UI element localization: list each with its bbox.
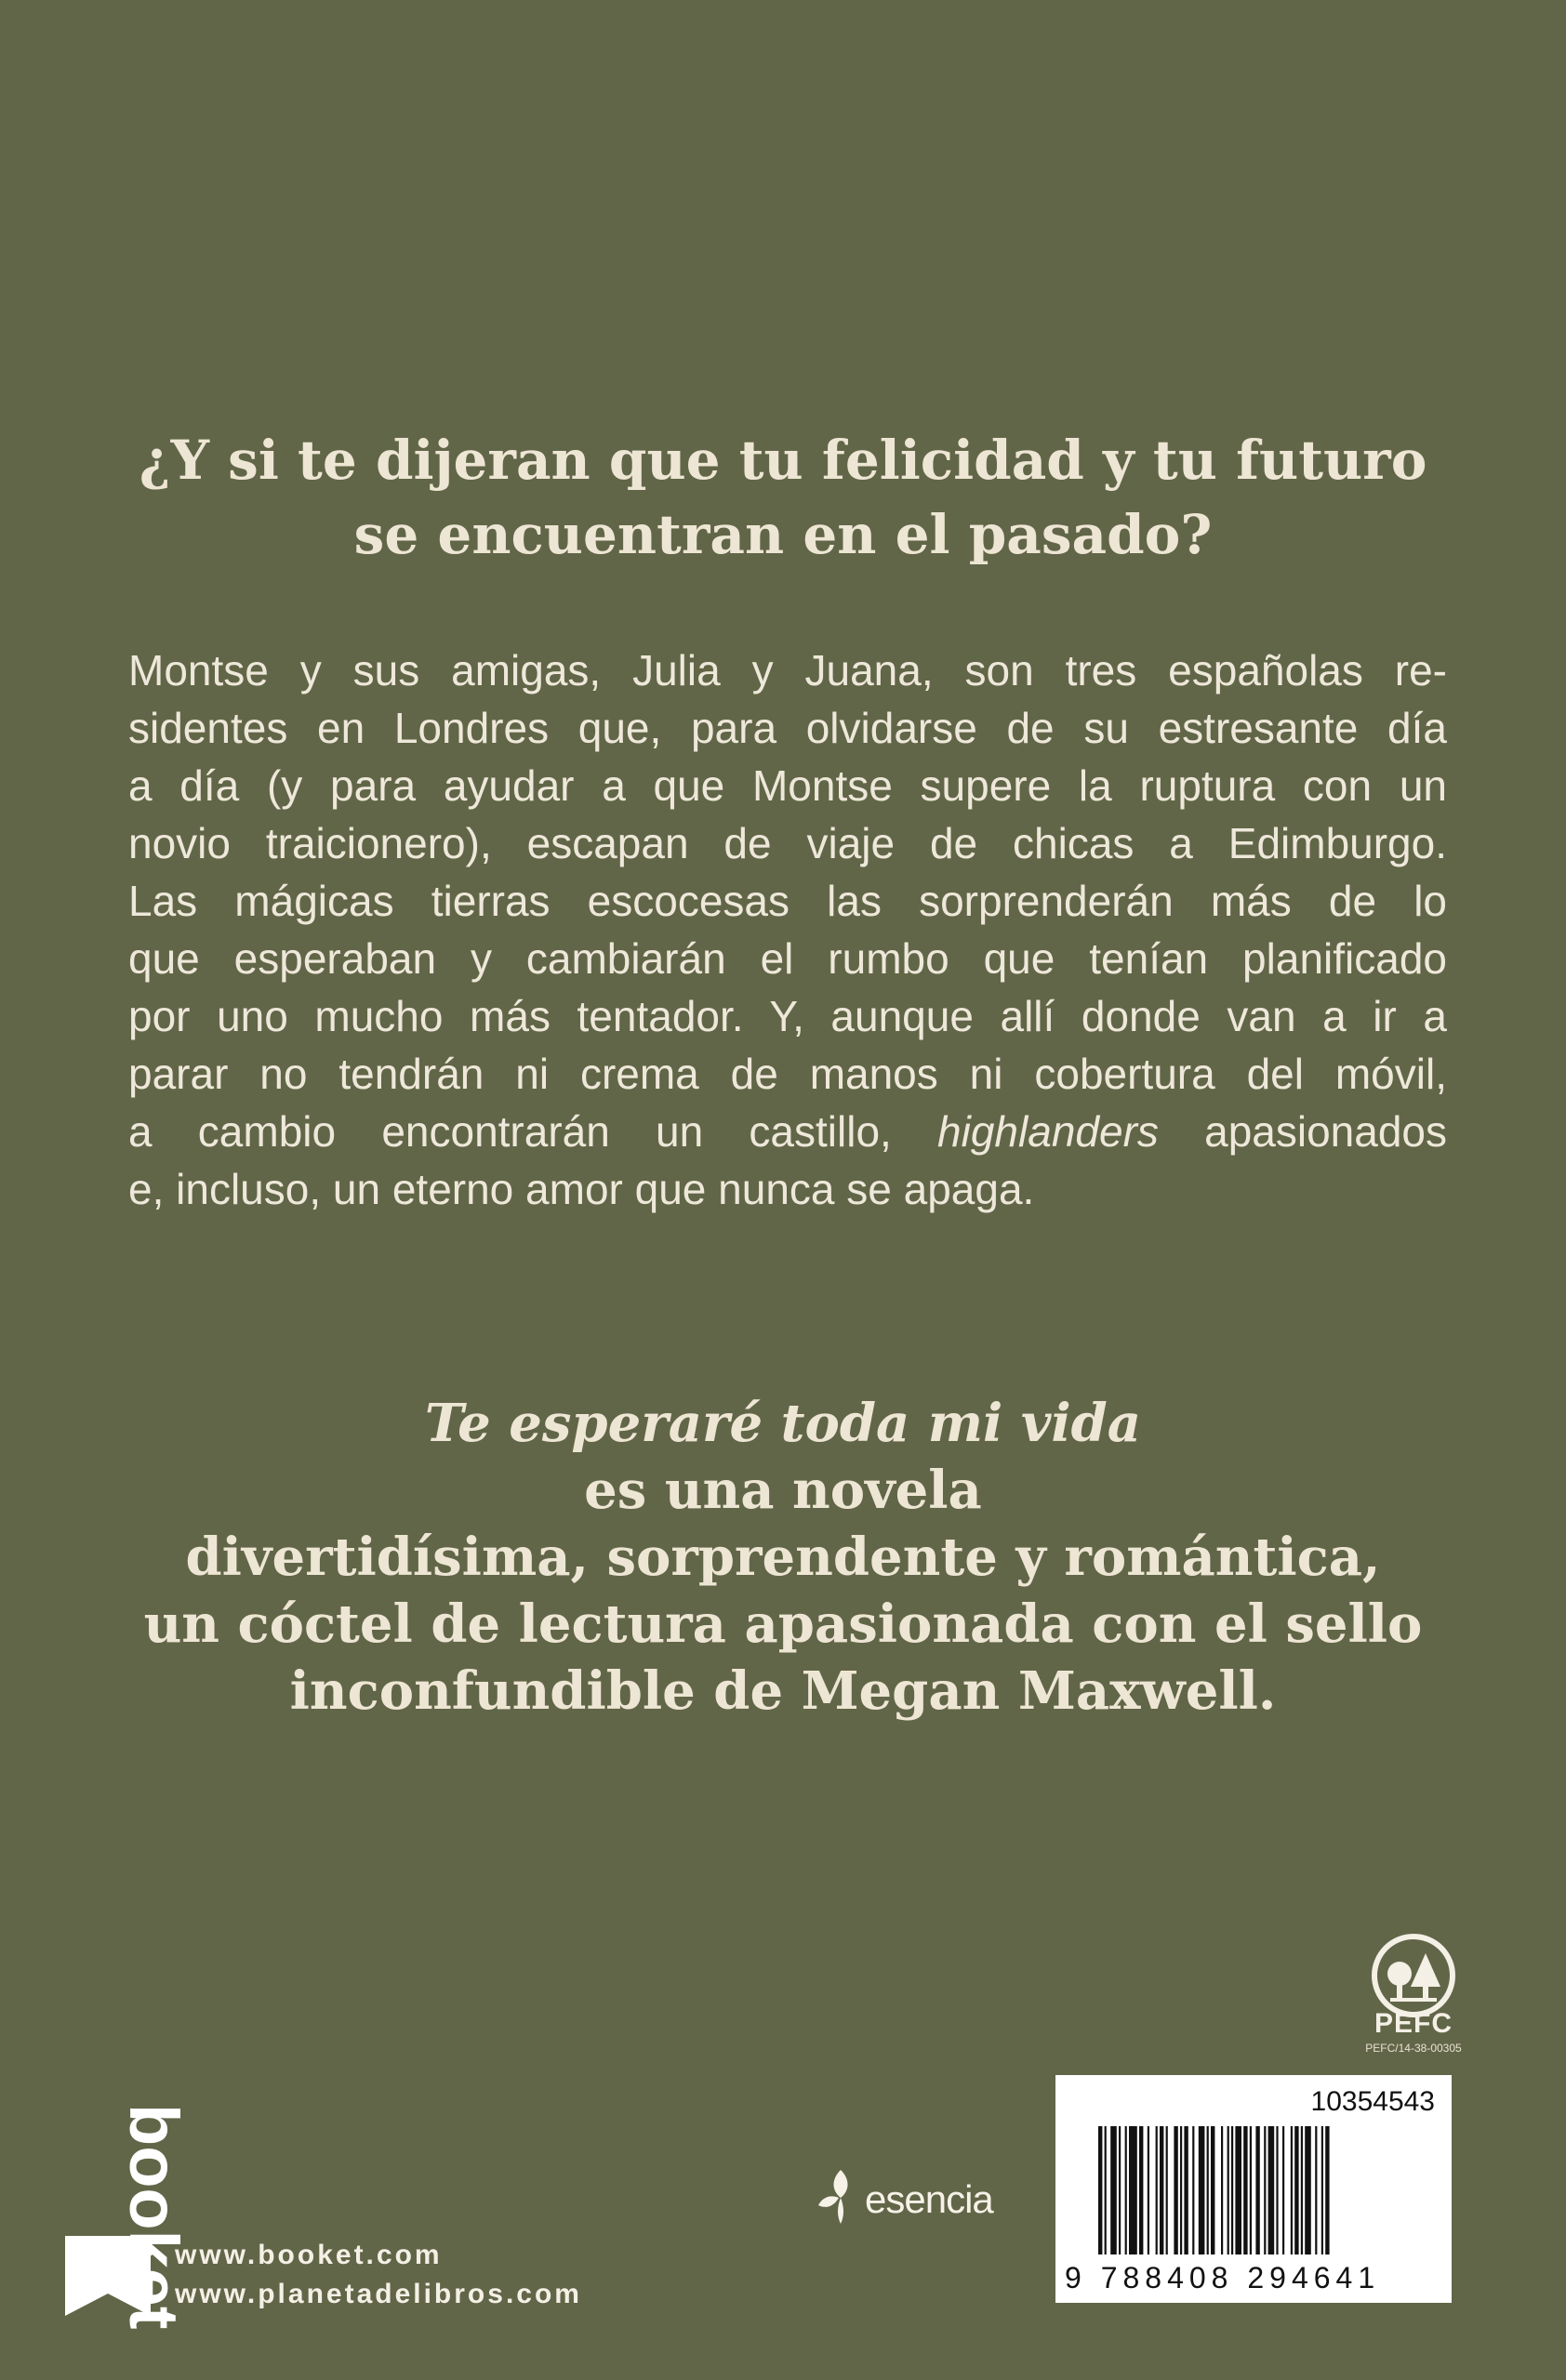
publisher-urls (175, 2236, 582, 2314)
booket-logo-icon (58, 2096, 192, 2330)
barcode-bars-icon (1098, 2126, 1414, 2266)
imprint-logo: esencia (865, 2177, 993, 2221)
blurb-line-9-end: apasionados (1204, 1107, 1448, 1156)
tagline (0, 1390, 1566, 1725)
headline-line-2: se encuentran en el pasado? (353, 503, 1213, 566)
headline-line-1: ¿Y si te dijeran que tu felicidad y tu futuro (139, 429, 1427, 492)
blurb-line: a día (y para ayudar a que Montse supere la ruptura con un (128, 761, 1447, 810)
blurb-line: que esperaban y cambiarán el rumbo que tenían planificado (128, 934, 1447, 983)
blurb-line: Las mágicas tierras escocesas las sorprenderán más de lo (128, 877, 1447, 925)
book-title: Te esperaré toda mi vida (424, 1393, 1142, 1454)
blurb-paragraph (128, 641, 1447, 1218)
booket-wordmark: booket (115, 2104, 192, 2330)
blurb-line: parar no tendrán ni crema de manos ni cobertura del móvil, (128, 1050, 1447, 1098)
blurb-line: novio traicionero), escapan de viaje de chicas a Edimburgo. (128, 819, 1447, 867)
tagline-line-1 (0, 1390, 1566, 1524)
pefc-label: PEFC (1374, 2008, 1453, 2039)
tagline-line-1-rest: es una novela (584, 1460, 982, 1521)
blurb-line: sidentes en Londres que, para olvidarse de su estresante día (128, 704, 1447, 752)
url-booket[interactable]: www.booket.com (175, 2240, 443, 2270)
headline (0, 423, 1566, 572)
esencia-leaf-icon (816, 2164, 865, 2229)
tagline-line-4: inconfundible de Megan Maxwell. (289, 1660, 1277, 1722)
pefc-code: PEFC/14-38-00305 (1365, 2042, 1462, 2055)
blurb-line-9-start: a cambio encontrarán un castillo, (128, 1107, 892, 1156)
blurb-line: por uno mucho más tentador. Y, aunque allí donde van a ir a (128, 992, 1447, 1040)
blurb-line: e, incluso, un eterno amor que nunca se apaga. (128, 1165, 1035, 1213)
barcode (1055, 2075, 1452, 2303)
tagline-line-2: divertidísima, sorprendente y romántica, (185, 1527, 1381, 1588)
tagline-line-3: un cóctel de lectura apasionada con el sello (143, 1593, 1423, 1655)
url-planetadelibros[interactable]: www.planetadelibros.com (175, 2279, 582, 2309)
blurb-line-9 (128, 1103, 1447, 1160)
blurb-italic-word: highlanders (937, 1107, 1159, 1156)
blurb-line: Montse y sus amigas, Julia y Juana, son tres españolas re- (128, 646, 1447, 694)
barcode-isbn: 9 788408 294641 (1065, 2261, 1381, 2294)
barcode-internal-number: 10354543 (1310, 2086, 1435, 2117)
